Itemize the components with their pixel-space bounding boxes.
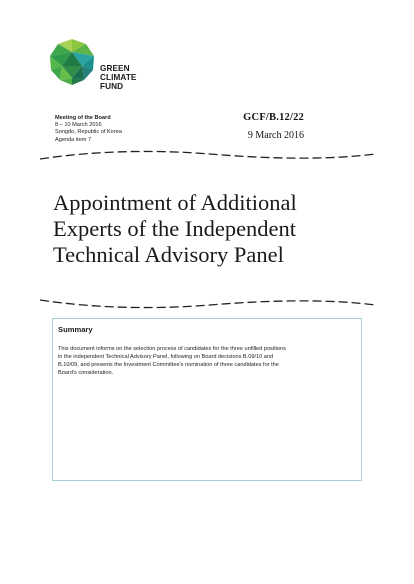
meeting-info — [55, 115, 122, 144]
meeting-location: Songdo, Republic of Korea — [55, 129, 122, 136]
page-title — [53, 190, 373, 268]
document-date: 9 March 2016 — [247, 130, 304, 141]
logo-line-fund: FUND — [100, 82, 124, 91]
logo-wordmark — [100, 64, 136, 91]
summary-line: B.10/09, and presents the Investment Committee's nomination of three candidates for the — [58, 362, 279, 368]
summary-box — [52, 318, 362, 481]
logo-line-climate: CLIMATE — [100, 73, 137, 82]
meeting-agenda: Agenda item 7 — [55, 136, 92, 143]
title-line: Appointment of Additional — [53, 190, 297, 215]
top-wave-divider — [40, 148, 375, 162]
title-line: Experts of the Independent — [53, 216, 297, 241]
meeting-dates: 8 – 10 March 2016 — [55, 122, 102, 129]
green-climate-fund-globe-icon — [48, 38, 96, 86]
summary-heading: Summary — [58, 325, 93, 334]
title-line: Technical Advisory Panel — [53, 242, 284, 267]
summary-line: in the independent Technical Advisory Panel, following on Board decisions B.09/10 and — [58, 354, 274, 360]
logo-line-green: GREEN — [100, 64, 130, 73]
summary-text — [58, 345, 356, 377]
summary-line: This document informs on the selection process of candidates for the three unfilled positions — [58, 346, 286, 352]
summary-line: Board's consideration. — [58, 370, 114, 376]
bottom-wave-divider — [40, 297, 375, 311]
document-code: GCF/B.12/22 — [243, 112, 304, 123]
gcf-logo — [48, 38, 158, 96]
meeting-title: Meeting of the Board — [55, 115, 111, 121]
